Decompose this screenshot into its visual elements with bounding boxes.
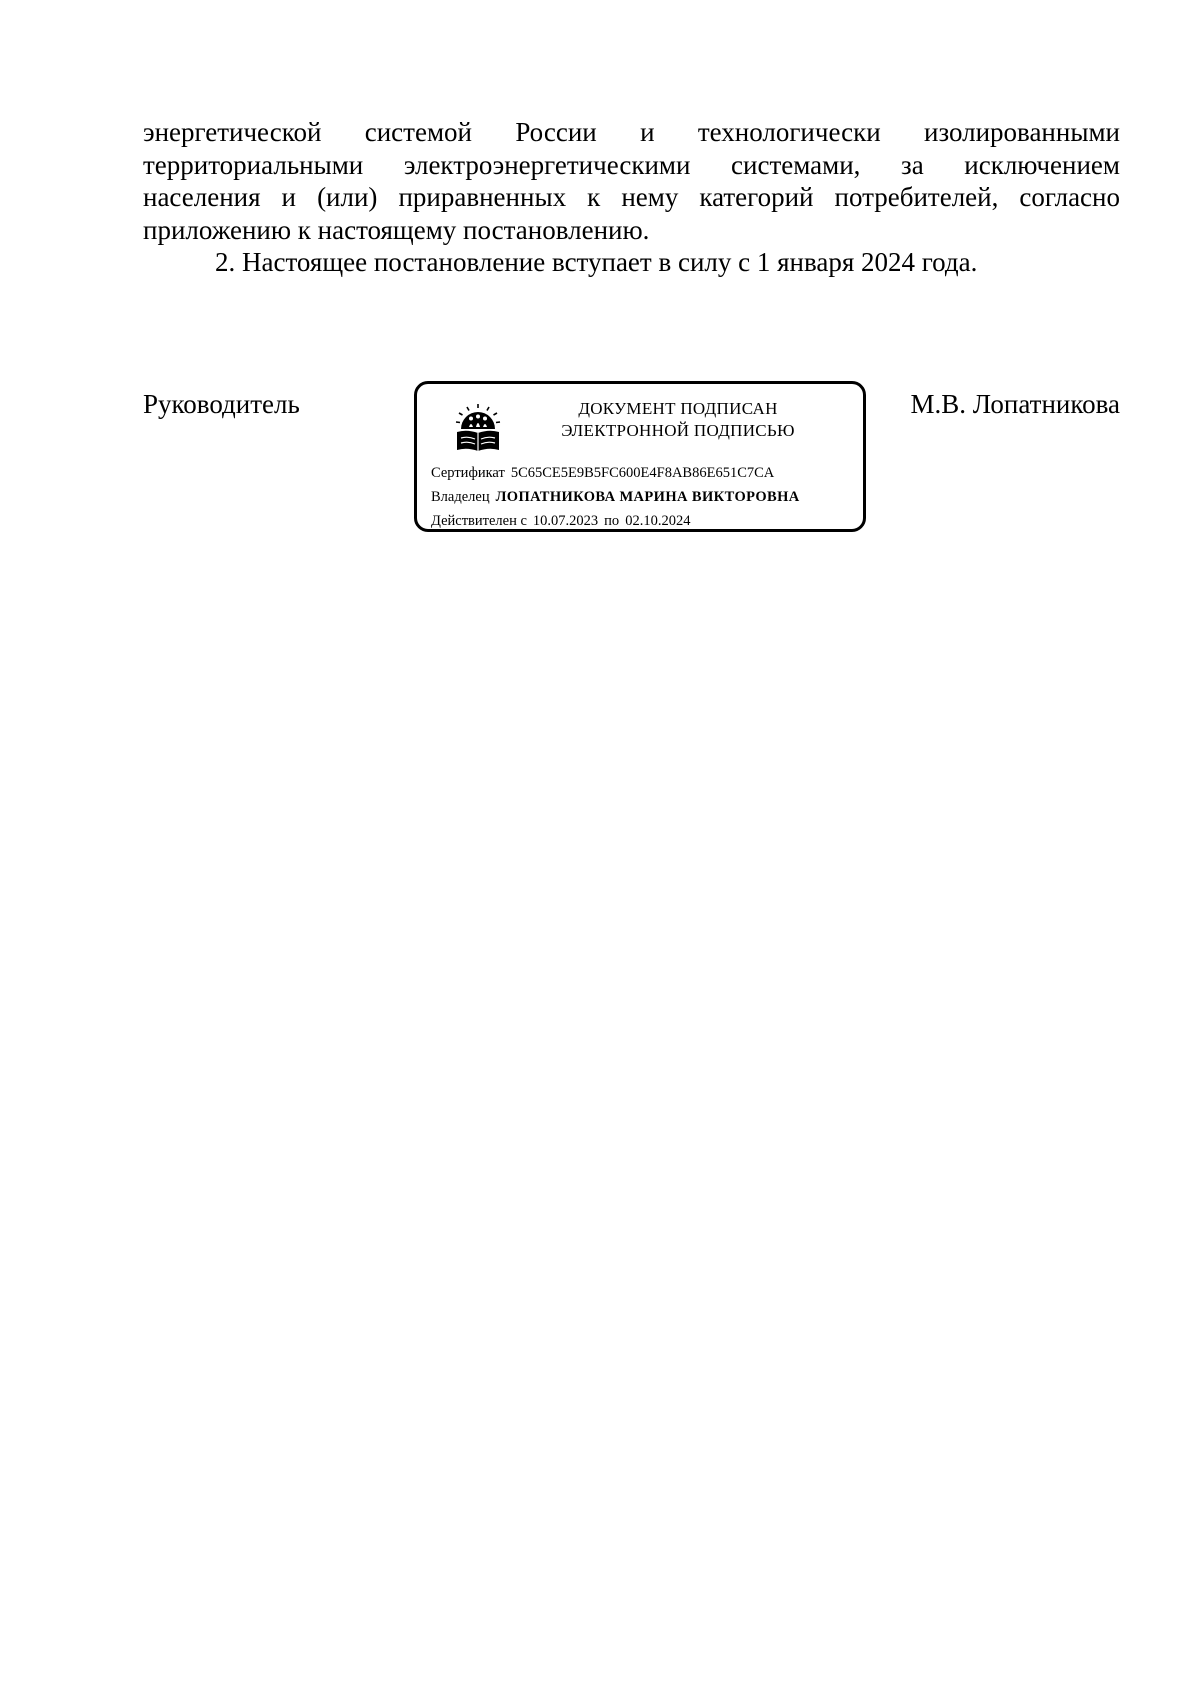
paragraph-1-line-4: приложению к настоящему постановлению. (143, 214, 650, 245)
valid-from: 10.07.2023 (532, 513, 599, 529)
stamp-certificate (431, 464, 774, 482)
signer-position: Руководитель (143, 389, 300, 419)
stamp-header-line-2: ЭЛЕКТРОННОЙ ПОДПИСЬЮ (561, 421, 795, 440)
document-body (143, 116, 1120, 279)
valid-to-label: по (604, 513, 620, 529)
valid-label: Действителен с (431, 513, 527, 529)
stamp-header (513, 398, 843, 442)
stamp-owner (431, 488, 800, 506)
signature-block (143, 389, 1120, 559)
valid-to: 02.10.2024 (625, 513, 691, 529)
owner-value: ЛОПАТНИКОВА МАРИНА ВИКТОРОВНА (495, 489, 800, 505)
signer-name: М.В. Лопатникова (910, 389, 1120, 419)
paragraph-1-line-1: энергетической системой России и технологически изолированными (143, 117, 1120, 147)
certificate-label: Сертификат (431, 465, 505, 481)
certificate-value: 5C65CE5E9B5FC600E4F8AB86E651C7CA (510, 465, 775, 481)
paragraph-1-line-2: территориальными электроэнергетическими системами, за исключением (143, 149, 1120, 180)
paragraph-1-line-3: населения и (или) приравненных к нему категорий потребителей, согласно (143, 182, 1120, 212)
stamp-validity (431, 512, 690, 530)
electronic-signature-stamp (414, 381, 866, 532)
owner-label: Владелец (431, 489, 490, 505)
paragraph-2: 2. Настоящее постановление вступает в силу с 1 января 2024 года. (215, 247, 978, 277)
coat-of-arms-icon (453, 402, 503, 456)
stamp-header-line-1: ДОКУМЕНТ ПОДПИСАН (578, 399, 778, 418)
